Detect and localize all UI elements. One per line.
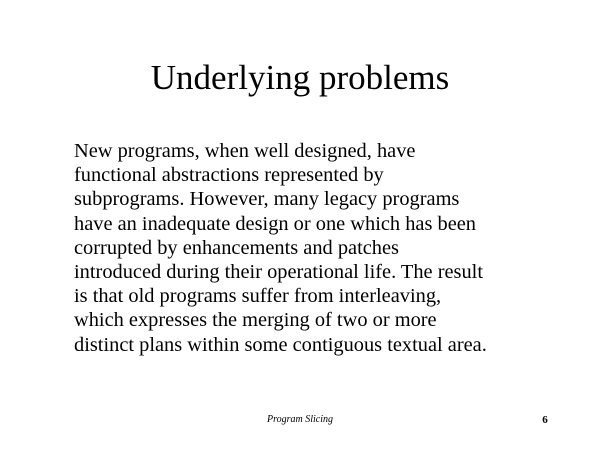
paragraph-line: have an inadequate design or one which has been [74,212,476,235]
paragraph-line: introduced during their operational life. The result [74,261,484,284]
paragraph-line: subprograms. However, many legacy programs [74,188,460,211]
slide-title: Underlying problems [150,58,450,97]
paragraph-line: distinct plans within some contiguous textual area. [74,333,487,356]
page-number: 6 [542,414,548,426]
paragraph-line: functional abstractions represented by [74,164,384,187]
footer-label: Program Slicing [266,414,333,425]
paragraph-line: which expresses the merging of two or more [74,309,437,332]
paragraph-line: New programs, when well designed, have [74,140,416,162]
paragraph-line: is that old programs suffer from interleaving, [74,285,442,308]
paragraph-line: corrupted by enhancements and patches [74,236,399,259]
slide-body-paragraph [74,139,554,357]
